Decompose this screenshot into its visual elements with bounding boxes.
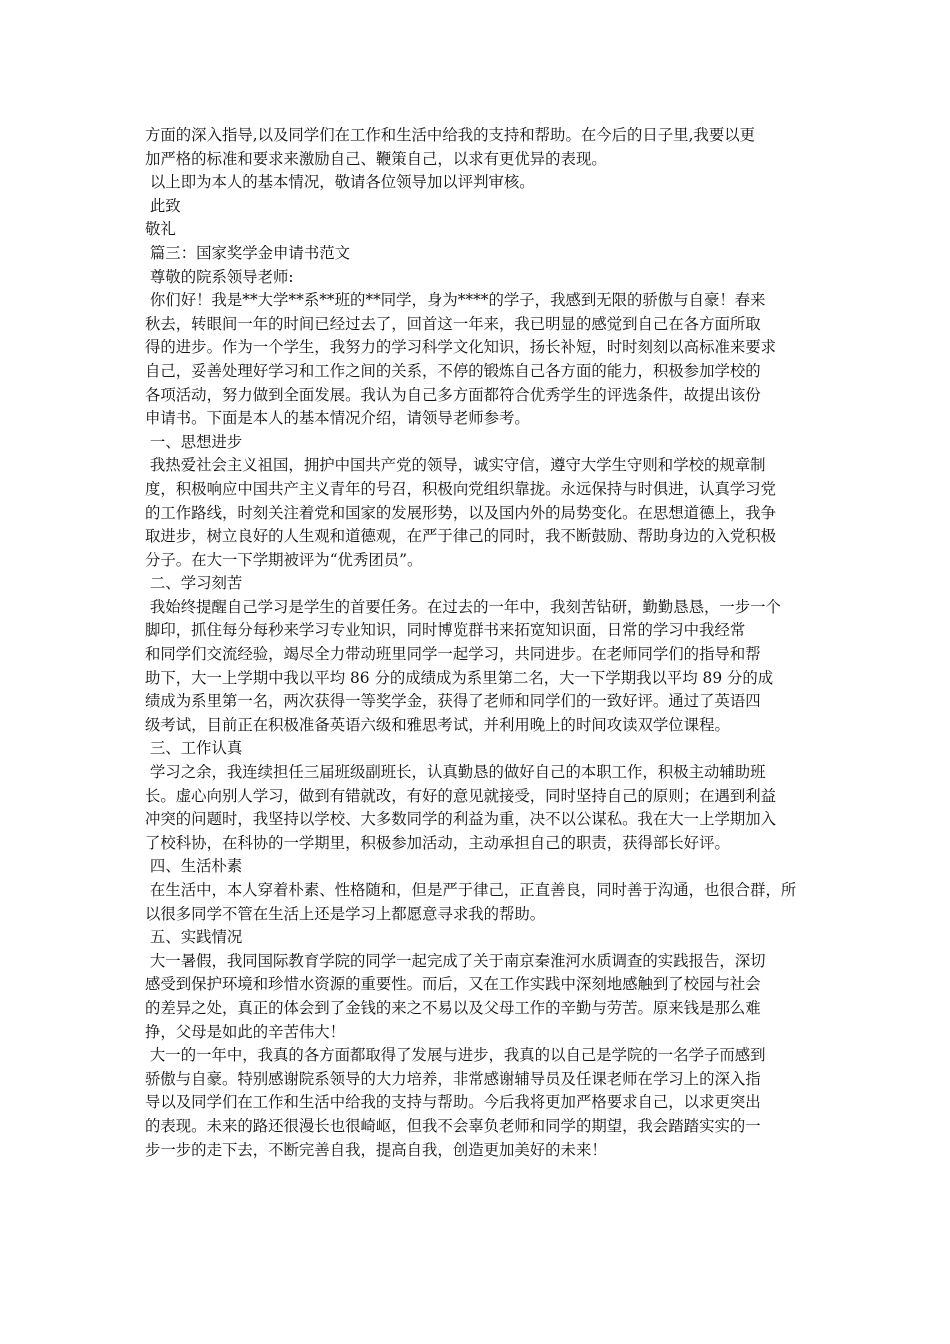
document-line: 和同学们交流经验，竭尽全力带动班里同学一起学习，共同进步。在老师同学们的指导和帮 bbox=[145, 645, 761, 664]
document-line: 的差异之处，真正的体会到了金钱的来之不易以及父母工作的辛勤与劳苦。原来钱是那么难 bbox=[145, 998, 761, 1017]
document-line: 长。虚心向别人学习，做到有错就改，有好的意见就接受，同时坚持自己的原则；在遇到利益 bbox=[145, 786, 777, 805]
document-line: 大一的一年中，我真的各方面都取得了发展与进步，我真的以自己是学院的一名学子而感到 bbox=[145, 1046, 766, 1065]
document-line: 骄傲与自豪。特别感谢院系领导的大力培养，非常感谢辅导员及任课老师在学习上的深入指 bbox=[145, 1069, 761, 1088]
document-line: 级考试，目前正在积极准备英语六级和雅思考试，并利用晚上的时间攻读双学位课程。 bbox=[145, 715, 730, 734]
document-line: 四、生活朴素 bbox=[145, 857, 243, 876]
document-line: 的工作路线，时刻关注着党和国家的发展形势，以及国内外的局势变化。在思想道德上，我争 bbox=[145, 503, 777, 522]
document-line: 敬礼 bbox=[145, 220, 176, 239]
document-line: 我始终提醒自己学习是学生的首要任务。在过去的一年中，我刻苦钻研，勤勤恳恳，一步一个 bbox=[145, 597, 781, 616]
document-line: 导以及同学们在工作和生活中给我的支持与帮助。今后我将更加严格要求自己，以求更突出 bbox=[145, 1093, 761, 1112]
document-line: 度，积极响应中国共产主义青年的号召，积极向党组织靠拢。永远保持与时俱进，认真学习党 bbox=[145, 479, 777, 498]
document-line: 自己，妥善处理好学习和工作之间的关系，不停的锻炼自己各方面的能力，积极参加学校的 bbox=[145, 361, 761, 380]
document-line: 以上即为本人的基本情况，敬请各位领导加以评判审核。 bbox=[145, 173, 535, 192]
document-line: 了校科协，在科协的一学期里，积极参加活动，主动承担自己的职责，获得部长好评。 bbox=[145, 833, 730, 852]
document-line: 加严格的标准和要求来激励自己、鞭策自己，以求有更优异的表现。 bbox=[145, 149, 607, 168]
document-line: 感受到保护环境和珍惜水资源的重要性。而后，又在工作实践中深刻地感触到了校园与社会 bbox=[145, 975, 761, 994]
document-line: 学习之余，我连续担任三届班级副班长，认真勤恳的做好自己的本职工作，积极主动辅助班 bbox=[145, 763, 766, 782]
document-line: 大一暑假，我同国际教育学院的同学一起完成了关于南京秦淮河水质调查的实践报告，深切 bbox=[145, 951, 766, 970]
document-line: 秋去，转眼间一年的时间已经过去了，回首这一年来，我已明显的感觉到自己在各方面所取 bbox=[145, 314, 761, 333]
document-line: 一、思想进步 bbox=[145, 432, 243, 451]
document-line: 我热爱社会主义祖国，拥护中国共产党的领导，诚实守信，遵守大学生守则和学校的规章制 bbox=[145, 456, 766, 475]
document-line: 方面的深入指导,以及同学们在工作和生活中给我的支持和帮助。在今后的日子里,我要以更 bbox=[145, 126, 756, 144]
document-line: 绩成为系里第一名，两次获得一等奖学金，获得了老师和同学们的一致好评。通过了英语四 bbox=[145, 692, 761, 711]
document-line: 得的进步。作为一个学生，我努力的学习科学文化知识，扬长补短，时时刻刻以高标准来要求 bbox=[145, 338, 777, 357]
document-line: 在生活中，本人穿着朴素、性格随和，但是严于律己，正直善良，同时善于沟通，也很合群，所 bbox=[145, 881, 797, 899]
document-line: 二、学习刻苦 bbox=[145, 574, 243, 593]
document-body bbox=[145, 124, 810, 1162]
document-line: 三、工作认真 bbox=[145, 739, 243, 758]
document-line: 篇三：国家奖学金申请书范文 bbox=[145, 243, 350, 262]
document-line: 你们好！我是**大学**系**班的**同学，身为****的学子，我感到无限的骄傲与自豪！春来 bbox=[145, 291, 766, 310]
document-line: 尊敬的院系领导老师: bbox=[145, 267, 294, 286]
document-line: 五、实践情况 bbox=[145, 928, 243, 947]
document-line: 助下，大一上学期中我以平均 86 分的成绩成为系里第二名，大一下学期我以平均 89 分的成 bbox=[145, 668, 774, 687]
document-line: 此致 bbox=[145, 196, 181, 215]
document-line: 以很多同学不管在生活上还是学习上都愿意寻求我的帮助。 bbox=[145, 904, 546, 923]
document-line: 步一步的走下去，不断完善自我，提高自我，创造更加美好的未来！ bbox=[145, 1140, 607, 1159]
document-line: 冲突的问题时，我坚持以学校、大多数同学的利益为重，决不以公谋私。我在大一上学期加入 bbox=[145, 810, 777, 829]
document-line: 分子。在大一下学期被评为“优秀团员”。 bbox=[145, 550, 423, 569]
document-line: 申请书。下面是本人的基本情况介绍，请领导老师参考。 bbox=[145, 409, 530, 428]
document-line: 挣，父母是如此的辛苦伟大！ bbox=[145, 1022, 346, 1041]
document-line: 取进步，树立良好的人生观和道德观，在严于律己的同时，我不断鼓励、帮助身边的入党积极 bbox=[145, 527, 777, 546]
document-line: 各项活动，努力做到全面发展。我认为自己多方面都符合优秀学生的评选条件，故提出该份 bbox=[145, 385, 761, 404]
document-line: 的表现。未来的路还很漫长也很崎岖，但我不会辜负老师和同学的期望，我会踏踏实实的一 bbox=[145, 1116, 761, 1135]
document-line: 脚印，抓住每分每秒来学习专业知识，同时博览群书来拓宽知识面，日常的学习中我经常 bbox=[145, 621, 746, 640]
